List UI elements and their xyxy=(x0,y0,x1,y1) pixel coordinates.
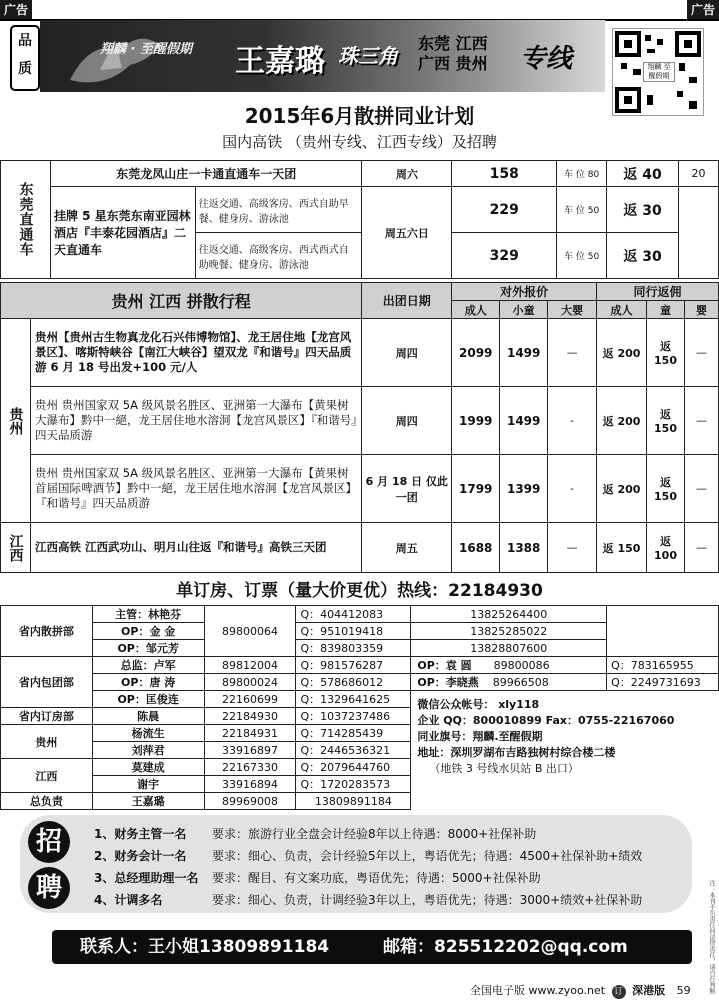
contact-tel: 33916897 xyxy=(204,742,296,759)
contact-tel: 22184931 xyxy=(204,725,296,742)
tour-price-infant: - xyxy=(548,455,597,523)
tours-header-row xyxy=(1,283,719,301)
contact-role: OP：唐 涛 xyxy=(92,674,204,691)
contact-qq: Q：1720283573 xyxy=(296,776,411,793)
dongguan-seats: 车 位 80 xyxy=(557,161,607,187)
company-flag: 同业旗号：翔麟.至醒假期 xyxy=(417,730,543,743)
qr-caption: 翔麟 至醒假期 xyxy=(643,62,675,82)
company-wechat: 微信公众帐号： xly118 xyxy=(417,698,540,711)
tour-price-child: 1399 xyxy=(500,455,548,523)
dongguan-price: 229 xyxy=(452,187,557,233)
recruit-item: 4、计调多名 要求：细心、负责，计调经验3年以上，粤语优先；待遇：3000+绩效+社保补助 xyxy=(94,893,643,907)
contact-role: 莫建成 xyxy=(92,759,204,776)
tour-date: 周五 xyxy=(362,523,452,573)
dongguan-row xyxy=(1,187,719,233)
tour-row xyxy=(1,387,719,455)
contact-qq: Q：981576287 xyxy=(296,657,411,674)
rebate-header: 同行返佣 xyxy=(597,283,719,301)
contact-tel: 22160699 xyxy=(204,691,296,708)
dongguan-rebate: 返 30 xyxy=(607,233,679,279)
brand-person: 王嘉璐 xyxy=(235,44,325,79)
company-info xyxy=(411,691,719,810)
route-3: 贵州 xyxy=(455,54,488,73)
quote-header: 对外报价 xyxy=(452,283,597,301)
tour-rebate-infant: — xyxy=(684,319,718,387)
tour-rebate-child: 返 100 xyxy=(647,523,685,573)
tour-price-infant: — xyxy=(548,319,597,387)
contact-dept: 省内订房部 xyxy=(1,708,93,725)
tour-price-child: 1388 xyxy=(500,523,548,573)
dongguan-side-label: 东莞直通车 xyxy=(1,161,51,279)
tour-date: 周四 xyxy=(362,319,452,387)
contact-qq: Q：1037237486 xyxy=(296,708,411,725)
contact-dept: 总负责 xyxy=(1,793,93,810)
contact-role: OP：邹元芳 xyxy=(92,640,204,657)
dongguan-amenities: 往返交通、高级客房、西式自助早餐、健身房、游泳池 xyxy=(195,187,362,233)
contact-qq: Q：1329641625 xyxy=(296,691,411,708)
contact-tel: 89800064 xyxy=(204,606,296,657)
contact-qq: Q：714285439 xyxy=(296,725,411,742)
contact-person: 联系人：王小姐13809891184 xyxy=(80,937,330,957)
contact-role: 杨流生 xyxy=(92,725,204,742)
tour-itinerary: 贵州 贵州国家双 5A 级风景名胜区、亚洲第一大瀑布【黄果树大瀑布】黔中一絕，龙王居住地水溶洞【龙宫风景区】『和谐号』四天品质游 xyxy=(30,387,361,455)
contact-row xyxy=(1,606,719,623)
dongguan-seats: 车 位 50 xyxy=(557,233,607,279)
contact-right-role: OP：袁 圆 89800086 xyxy=(411,657,607,674)
dongguan-price: 329 xyxy=(452,233,557,279)
tour-itinerary: 贵州 贵州国家双 5A 级风景名胜区、亚洲第一大瀑布【黄果树首届国际啤酒节】黔中一絕，龙王居住地水溶洞【龙宫风景区】『和谐号』四天品质游 xyxy=(30,455,361,523)
contact-bar xyxy=(52,930,692,964)
contact-qq: Q：2079644760 xyxy=(296,759,411,776)
tours-header-title: 贵州 江西 拼散行程 xyxy=(1,283,362,319)
quality-char-2: 质 xyxy=(18,61,32,77)
tour-price-infant: — xyxy=(548,523,597,573)
company-address: 地址：深圳罗湖布吉路独树村综合楼二楼 xyxy=(417,746,616,759)
dongguan-day: 周五六日 xyxy=(362,187,452,279)
dongguan-rebate: 返 30 xyxy=(607,187,679,233)
contact-role: 主管：林艳芬 xyxy=(92,606,204,623)
brand-region: 珠三角 xyxy=(338,44,398,68)
contact-role: 刘萍君 xyxy=(92,742,204,759)
col-adult: 成人 xyxy=(452,301,500,319)
tour-row xyxy=(1,523,719,573)
route-0: 东莞 xyxy=(418,34,451,53)
company-qq-fax: 企业 QQ：800010899 Fax：0755-22167060 xyxy=(417,714,675,727)
contact-dept: 省内包团部 xyxy=(1,657,93,708)
footer-site: 全国电子版 www.zyoo.net xyxy=(470,984,606,997)
contact-role: OP：匡俊连 xyxy=(92,691,204,708)
footer-page-number: 59 xyxy=(676,984,691,997)
tour-date: 周四 xyxy=(362,387,452,455)
contact-qq: Q：2446536321 xyxy=(296,742,411,759)
tour-itinerary: 贵州【贵州古生物真龙化石兴伟博物馆】、龙王居住地【龙宫风景区】、喀斯特峡谷【南江大峡谷】望双龙『和谐号』四天品质游 6 月 18 号出发+100 元/人 xyxy=(30,319,361,387)
tour-rebate-child: 返 150 xyxy=(647,387,685,455)
tour-price-child: 1499 xyxy=(500,387,548,455)
ad-label-left: 广告 xyxy=(0,0,32,20)
tour-price-infant: - xyxy=(548,387,597,455)
tour-rebate-infant: — xyxy=(684,387,718,455)
contact-email[interactable]: 邮箱：825512202@qq.com xyxy=(383,937,628,957)
recruit-label-1: 招 xyxy=(28,821,70,863)
contact-role: OP：金 金 xyxy=(92,623,204,640)
page-subtitle: 国内高铁 （贵州专线、江西专线）及招聘 xyxy=(222,133,497,151)
dongguan-table xyxy=(0,160,719,279)
route-2: 广西 xyxy=(418,54,451,73)
dongguan-tour-name: 东莞龙凤山庄一卡通直通车一天团 xyxy=(50,161,362,187)
tour-rebate-infant: — xyxy=(684,455,718,523)
dongguan-amenities: 往返交通、高级客房、西式西式自助晚餐、健身房、游泳池 xyxy=(195,233,362,279)
tour-rebate-infant: — xyxy=(684,523,718,573)
contact-tel: 89812004 xyxy=(204,657,296,674)
hotline: 单订房、订票（量大价更优）热线：22184930 xyxy=(176,581,543,601)
brand-routes xyxy=(418,34,528,74)
tour-price-adult: 2099 xyxy=(452,319,500,387)
contact-dept: 贵州 xyxy=(1,725,93,759)
tour-region: 江西 xyxy=(1,523,31,573)
contact-role: 谢宇 xyxy=(92,776,204,793)
brand-banner xyxy=(40,20,605,92)
ad-label-right: 广告 xyxy=(687,0,719,20)
tour-price-adult: 1688 xyxy=(452,523,500,573)
contact-row xyxy=(1,657,719,674)
tour-rebate-adult: 返 200 xyxy=(597,319,647,387)
recruit-item: 2、财务会计一名 要求：细心、负责，会计经验5年以上，粤语优先；待遇：4500+社保补助+绩效 xyxy=(94,849,643,863)
tour-rebate-child: 返 150 xyxy=(647,455,685,523)
route-1: 江西 xyxy=(455,34,488,53)
contact-mobile: 13825264400 xyxy=(411,606,607,623)
col-rebate-adult: 成人 xyxy=(597,301,647,319)
contact-qq: Q：951019418 xyxy=(296,623,411,640)
contact-dept: 省内散拼部 xyxy=(1,606,93,657)
dongguan-day: 周六 xyxy=(362,161,452,187)
footer-badge-icon: 订 xyxy=(612,985,626,999)
contact-role: 总监：卢军 xyxy=(92,657,204,674)
dongguan-extra: 20 xyxy=(678,161,718,187)
tour-price-adult: 1799 xyxy=(452,455,500,523)
contact-right-role: OP：李晓燕 89966508 xyxy=(411,674,607,691)
contact-role: 王嘉璐 xyxy=(92,793,204,810)
tour-rebate-adult: 返 150 xyxy=(597,523,647,573)
side-note: 注：本刊不负责任何法律责任，请自行判断 xyxy=(708,880,715,994)
contact-row xyxy=(1,691,719,708)
brand-suffix: 专线 xyxy=(520,44,573,74)
contact-qq: 13809891184 xyxy=(296,793,411,810)
tour-region: 贵州 xyxy=(1,319,31,523)
tour-rebate-adult: 返 200 xyxy=(597,387,647,455)
page-footer xyxy=(470,982,710,999)
col-rebate-infant: 婴 xyxy=(684,301,718,319)
contact-role: 陈晨 xyxy=(92,708,204,725)
dongguan-price: 158 xyxy=(452,161,557,187)
departure-header: 出团日期 xyxy=(362,283,452,319)
quality-badge xyxy=(10,25,40,91)
tour-price-child: 1499 xyxy=(500,319,548,387)
tour-itinerary: 江西高铁 江西武功山、明月山往返『和谐号』高铁三天团 xyxy=(30,523,361,573)
contact-tel: 33916894 xyxy=(204,776,296,793)
contact-qq: Q：404412083 xyxy=(296,606,411,623)
col-infant: 大婴 xyxy=(548,301,597,319)
dongguan-extra-empty xyxy=(678,187,718,279)
recruit-item: 1、财务主管一名 要求：旅游行业全盘会计经验8年以上待遇：8000+社保补助 xyxy=(94,827,537,841)
dongguan-seats: 车 位 50 xyxy=(557,187,607,233)
recruitment-panel xyxy=(20,815,692,913)
quality-char-1: 品 xyxy=(18,33,32,49)
col-rebate-child: 童 xyxy=(647,301,685,319)
contact-row xyxy=(1,674,719,691)
tour-date: 6 月 18 日 仅此一团 xyxy=(362,455,452,523)
contact-mobile: 13828807600 xyxy=(411,640,607,657)
contact-qq: Q：578686012 xyxy=(296,674,411,691)
recruit-label-2: 聘 xyxy=(28,867,70,909)
tour-rebate-child: 返 150 xyxy=(647,319,685,387)
contact-table xyxy=(0,605,719,810)
contact-qq: Q：839803359 xyxy=(296,640,411,657)
contact-mobile: 13825285022 xyxy=(411,623,607,640)
contact-right-qq: Q：783165955 xyxy=(607,657,719,674)
contact-right-qq: Q：2249731693 xyxy=(607,674,719,691)
col-child: 小童 xyxy=(500,301,548,319)
recruit-item: 3、总经理助理一名 要求：醒目、有文案功底，粤语优先；待遇：5000+社保补助 xyxy=(94,871,541,885)
footer-edition: 深港版 xyxy=(632,984,666,997)
contact-tel: 89969008 xyxy=(204,793,296,810)
contact-tel: 22167330 xyxy=(204,759,296,776)
dongguan-tour-name: 挂牌 5 星东莞东南亚园林酒店『丰泰花园酒店』二天直通车 xyxy=(50,187,195,279)
contact-empty xyxy=(607,606,719,657)
contact-dept: 江西 xyxy=(1,759,93,793)
tour-row xyxy=(1,319,719,387)
company-metro: （地铁 3 号线水贝站 B 出口） xyxy=(429,762,579,775)
tour-price-adult: 1999 xyxy=(452,387,500,455)
contact-tel: 22184930 xyxy=(204,708,296,725)
contact-tel: 89800024 xyxy=(204,674,296,691)
tour-rebate-adult: 返 200 xyxy=(597,455,647,523)
tours-table xyxy=(0,282,719,573)
brand-logo-text: 翔麟 · 至醒假期 xyxy=(100,42,192,57)
tour-row xyxy=(1,455,719,523)
dongguan-rebate: 返 40 xyxy=(607,161,679,187)
page-title: 2015年6月散拼同业计划 xyxy=(244,104,475,128)
dongguan-row xyxy=(1,161,719,187)
